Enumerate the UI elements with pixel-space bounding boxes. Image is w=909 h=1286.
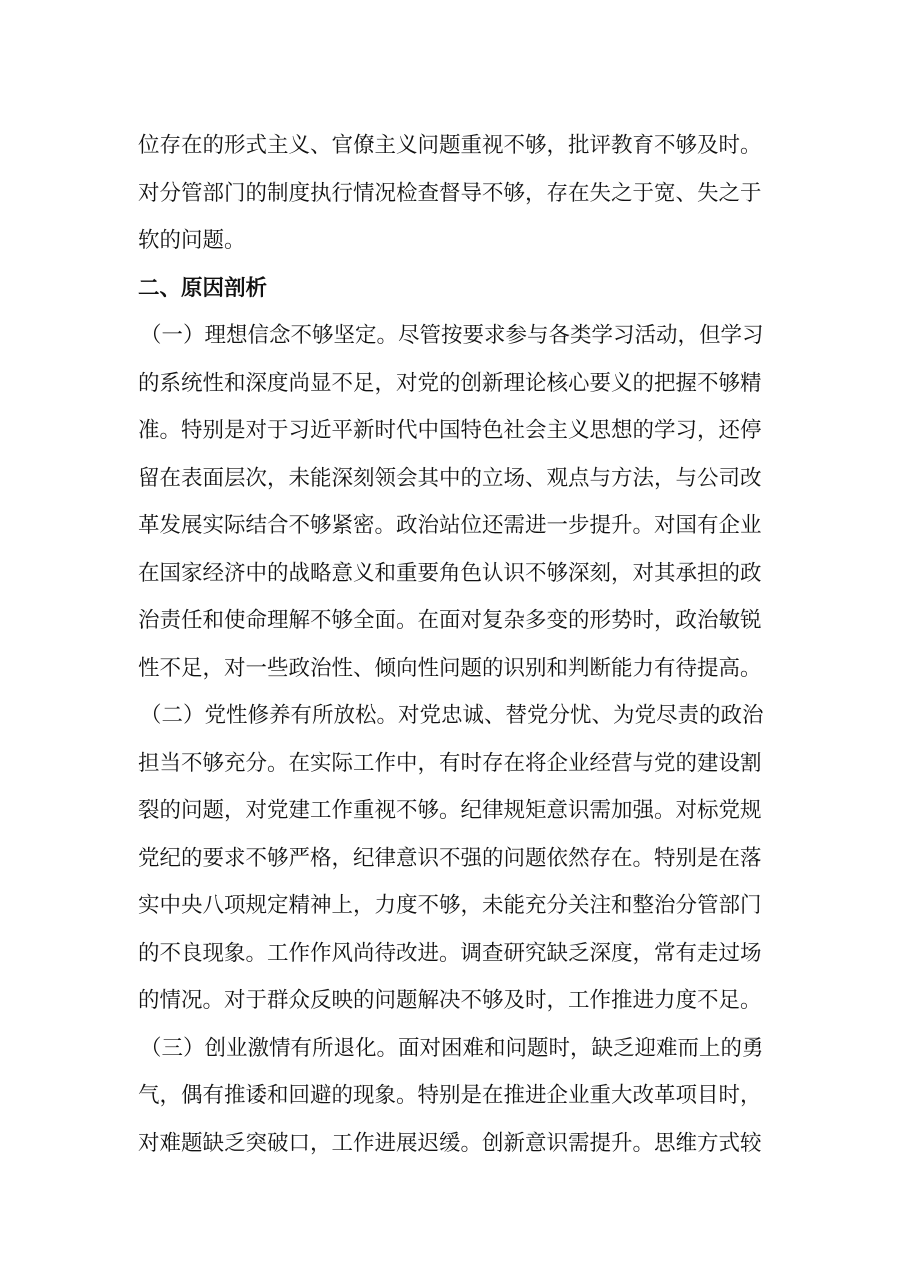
- document-body: [138, 122, 778, 1167]
- section-heading: 二、原因剖析: [138, 275, 268, 301]
- paragraph-line: （三）创业激情有所退化。面对困难和问题时，缺乏迎难而上的勇: [140, 1035, 764, 1061]
- paragraph-line: 治责任和使命理解不够全面。在面对复杂多变的形势时，政治敏锐: [138, 608, 762, 633]
- paragraph-line: （一）理想信念不够坚定。尽管按要求参与各类学习活动，但学习: [140, 323, 764, 348]
- paragraph-line: 革发展实际结合不够紧密。政治站位还需进一步提升。对国有企业: [138, 513, 762, 538]
- paragraph-line: 准。特别是对于习近平新时代中国特色社会主义思想的学习，还停: [138, 418, 762, 443]
- paragraph-line: 在国家经济中的战略意义和重要角色认识不够深刻，对其承担的政: [138, 560, 762, 586]
- paragraph-line: （二）党性修养有所放松。对党忠诚、替党分忧、为党尽责的政治: [140, 703, 764, 728]
- paragraph-line: 位存在的形式主义、官僚主义问题重视不够，批评教育不够及时。: [138, 133, 762, 158]
- paragraph-line: 党纪的要求不够严格，纪律意识不强的问题依然存在。特别是在落: [138, 845, 762, 871]
- paragraph-line: 对分管部门的制度执行情况检查督导不够，存在失之于宽、失之于: [138, 180, 762, 206]
- paragraph-line: 实中央八项规定精神上，力度不够，未能充分关注和整治分管部门: [138, 893, 762, 918]
- paragraph-line: 担当不够充分。在实际工作中，有时存在将企业经营与党的建设割: [138, 750, 762, 776]
- paragraph-line: 对难题缺乏突破口，工作进展迟缓。创新意识需提升。思维方式较: [138, 1130, 762, 1156]
- paragraph-line: 气，偶有推诿和回避的现象。特别是在推进企业重大改革项目时，: [138, 1083, 762, 1108]
- paragraph-line: 留在表面层次，未能深刻领会其中的立场、观点与方法，与公司改: [138, 465, 762, 491]
- paragraph-line: 性不足，对一些政治性、倾向性问题的识别和判断能力有待提高。: [138, 655, 762, 681]
- paragraph-line: 的情况。对于群众反映的问题解决不够及时，工作推进力度不足。: [138, 988, 762, 1013]
- paragraph-line: 裂的问题，对党建工作重视不够。纪律规矩意识需加强。对标党规: [138, 798, 762, 823]
- paragraph-line: 的不良现象。工作作风尚待改进。调查研究缺乏深度，常有走过场: [138, 940, 762, 966]
- paragraph-line: 软的问题。: [138, 228, 246, 253]
- paragraph-line: 的系统性和深度尚显不足，对党的创新理论核心要义的把握不够精: [138, 370, 762, 396]
